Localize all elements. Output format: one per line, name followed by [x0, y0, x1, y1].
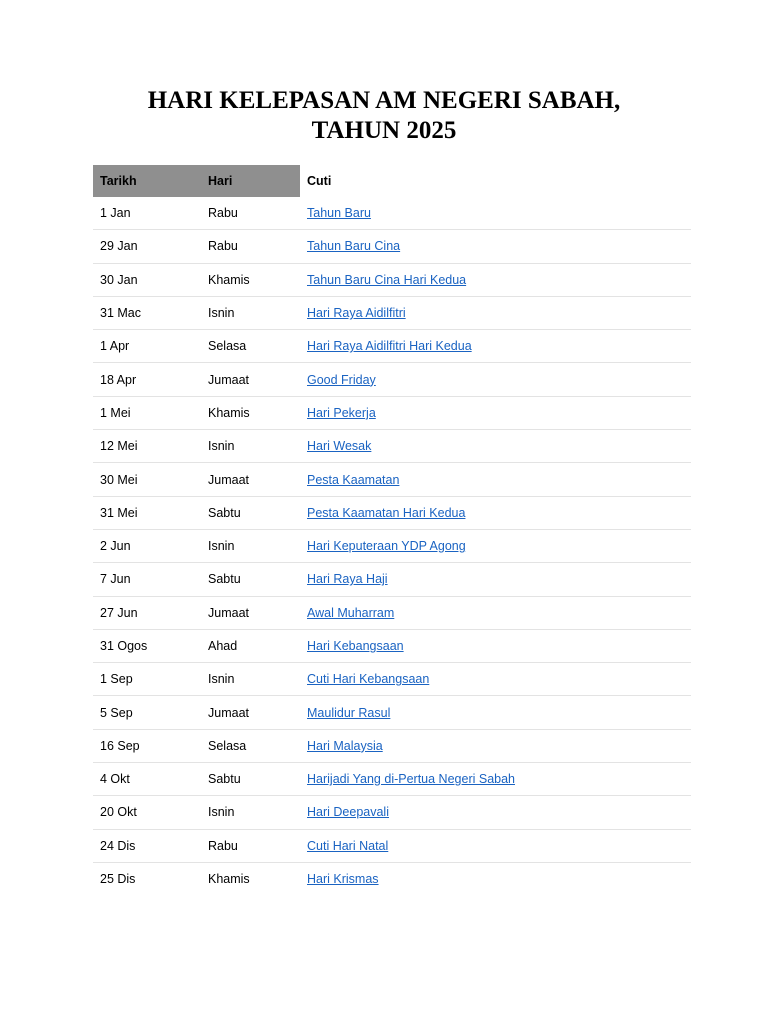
- holiday-cell: [300, 463, 691, 496]
- holiday-link[interactable]: Pesta Kaamatan Hari Kedua: [307, 505, 466, 520]
- holiday-link[interactable]: Pesta Kaamatan: [307, 472, 400, 487]
- date-cell: 29 Jan: [100, 239, 138, 254]
- holiday-cell: [300, 729, 691, 762]
- holiday-link[interactable]: Hari Deepavali: [307, 805, 389, 820]
- date-cell: 18 Apr: [100, 372, 137, 387]
- day-cell: Khamis: [208, 405, 250, 420]
- day-cell: Rabu: [208, 838, 238, 853]
- holiday-link[interactable]: Hari Raya Aidilfitri: [307, 306, 406, 321]
- holiday-cell: [300, 363, 691, 396]
- date-cell: 30 Jan: [100, 272, 138, 287]
- holiday-link[interactable]: Cuti Hari Natal: [307, 838, 389, 853]
- day-cell: Sabtu: [208, 572, 241, 587]
- table-row: [93, 862, 691, 895]
- table-row: [93, 296, 691, 329]
- table-row: [93, 596, 691, 629]
- holiday-cell: [300, 696, 691, 729]
- date-cell: 2 Jun: [100, 539, 131, 554]
- day-cell: Khamis: [208, 272, 250, 287]
- table-row: [93, 363, 691, 396]
- day-cell: Jumaat: [208, 472, 249, 487]
- holiday-cell: [300, 663, 691, 696]
- holiday-cell: [300, 596, 691, 629]
- holiday-link[interactable]: Awal Muharram: [307, 605, 395, 620]
- day-cell: Rabu: [208, 239, 238, 254]
- holiday-cell: [300, 430, 691, 463]
- date-cell: 31 Mac: [100, 306, 141, 321]
- holiday-table-body: [93, 197, 691, 895]
- date-cell: 20 Okt: [100, 805, 137, 820]
- holiday-link[interactable]: Tahun Baru Cina: [307, 239, 401, 254]
- day-cell: Sabtu: [208, 505, 241, 520]
- holiday-cell: [300, 396, 691, 429]
- date-cell: 1 Mei: [100, 405, 131, 420]
- date-cell: 1 Sep: [100, 672, 133, 687]
- holiday-cell: [300, 230, 691, 263]
- day-cell: Jumaat: [208, 372, 249, 387]
- holiday-link[interactable]: Cuti Hari Kebangsaan: [307, 672, 430, 687]
- date-cell: 16 Sep: [100, 738, 140, 753]
- holiday-cell: [300, 763, 691, 796]
- table-row: [93, 763, 691, 796]
- holiday-cell: [300, 496, 691, 529]
- page-title: [0, 86, 768, 146]
- table-row: [93, 496, 691, 529]
- day-cell: Ahad: [208, 639, 238, 653]
- table-row: [93, 396, 691, 429]
- holiday-cell: [300, 629, 691, 662]
- day-cell: Khamis: [208, 872, 250, 887]
- table-header-row: [93, 165, 691, 197]
- day-cell: Jumaat: [208, 705, 249, 720]
- day-cell: Rabu: [208, 206, 238, 221]
- holiday-cell: [300, 829, 691, 862]
- table-row: [93, 197, 691, 230]
- date-cell: 1 Apr: [100, 339, 130, 354]
- holiday-link[interactable]: Hari Keputeraan YDP Agong: [307, 539, 466, 554]
- holiday-cell: [300, 263, 691, 296]
- day-cell: Selasa: [208, 339, 247, 354]
- day-cell: Selasa: [208, 738, 247, 753]
- holiday-cell: [300, 330, 691, 363]
- column-header-holiday: Cuti: [307, 174, 332, 188]
- day-cell: Isnin: [208, 805, 235, 820]
- page-title-line-2: TAHUN 2025: [311, 117, 457, 144]
- holiday-link[interactable]: Hari Malaysia: [307, 738, 383, 753]
- table-row: [93, 263, 691, 296]
- holiday-cell: [300, 796, 691, 829]
- day-cell: Isnin: [208, 439, 235, 454]
- holiday-link[interactable]: Hari Kebangsaan: [307, 639, 404, 653]
- table-row: [93, 796, 691, 829]
- day-cell: Isnin: [208, 306, 235, 321]
- holiday-table: [93, 165, 691, 895]
- table-row: [93, 529, 691, 562]
- page-title-line-1: HARI KELEPASAN AM NEGERI SABAH,: [147, 87, 621, 114]
- holiday-link[interactable]: Hari Krismas: [307, 872, 379, 887]
- holiday-link[interactable]: Tahun Baru: [307, 206, 371, 221]
- date-cell: 7 Jun: [100, 572, 131, 587]
- holiday-link[interactable]: Tahun Baru Cina Hari Kedua: [307, 272, 467, 287]
- table-row: [93, 729, 691, 762]
- holiday-link[interactable]: Good Friday: [307, 372, 376, 387]
- table-row: [93, 663, 691, 696]
- holiday-link[interactable]: Hari Pekerja: [307, 405, 376, 420]
- holiday-link[interactable]: Hari Raya Haji: [307, 572, 388, 587]
- holiday-cell: [300, 563, 691, 596]
- holiday-link[interactable]: Hari Raya Aidilfitri Hari Kedua: [307, 339, 472, 354]
- holiday-cell: [300, 862, 691, 895]
- holiday-link[interactable]: Maulidur Rasul: [307, 705, 391, 720]
- date-cell: 1 Jan: [100, 206, 131, 221]
- day-cell: Isnin: [208, 539, 235, 554]
- table-row: [93, 829, 691, 862]
- holiday-link[interactable]: Harijadi Yang di-Pertua Negeri Sabah: [307, 772, 515, 787]
- date-cell: 24 Dis: [100, 838, 136, 853]
- date-cell: 30 Mei: [100, 472, 138, 487]
- table-row: [93, 330, 691, 363]
- date-cell: 27 Jun: [100, 605, 138, 620]
- date-cell: 12 Mei: [100, 439, 138, 454]
- date-cell: 31 Mei: [100, 505, 138, 520]
- table-row: [93, 463, 691, 496]
- column-header-day: Hari: [201, 165, 300, 197]
- day-cell: Jumaat: [208, 605, 249, 620]
- holiday-cell: [300, 529, 691, 562]
- table-row: [93, 430, 691, 463]
- date-cell: 5 Sep: [100, 705, 133, 720]
- column-header-date: Tarikh: [93, 165, 201, 197]
- date-cell: 4 Okt: [100, 772, 130, 787]
- holiday-link[interactable]: Hari Wesak: [307, 439, 372, 454]
- date-cell: 25 Dis: [100, 872, 136, 887]
- holiday-cell: [300, 197, 691, 230]
- date-cell: 31 Ogos: [100, 639, 148, 653]
- table-row: [93, 563, 691, 596]
- table-row: [93, 696, 691, 729]
- table-row: [93, 629, 691, 662]
- holiday-cell: [300, 296, 691, 329]
- table-row: [93, 230, 691, 263]
- day-cell: Sabtu: [208, 772, 241, 787]
- day-cell: Isnin: [208, 672, 235, 687]
